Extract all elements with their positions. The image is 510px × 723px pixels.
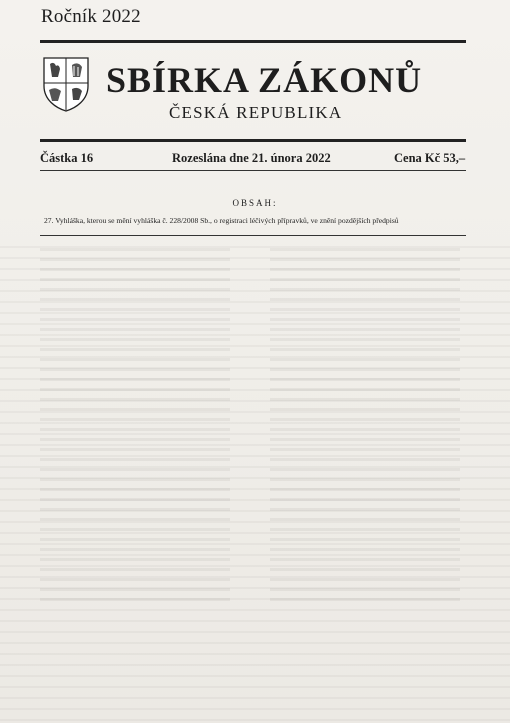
header-rule-bottom xyxy=(40,139,466,142)
volume-year: Ročník 2022 xyxy=(41,6,141,27)
contents-item: 27. Vyhláška, kterou se mění vyhláška č. 228/2008 Sb., o registraci léčivých přípravků, ve znění pozdějších předpisů xyxy=(44,216,399,225)
issue-date: Rozeslána dne 21. února 2022 xyxy=(172,151,331,165)
show-through-column-left xyxy=(40,248,230,608)
contents-heading: OBSAH: xyxy=(232,198,278,208)
issue-part: Částka 16 xyxy=(40,151,94,165)
state-coat-of-arms-icon xyxy=(42,56,90,112)
header-rule-top xyxy=(40,40,466,43)
meta-rule xyxy=(40,170,466,171)
contents-rule xyxy=(40,235,466,236)
issue-price: Cena Kč 53,– xyxy=(394,151,466,165)
gazette-title: SBÍRKA ZÁKONŮ xyxy=(106,60,423,100)
show-through-column-right xyxy=(270,248,460,608)
gazette-subtitle: ČESKÁ REPUBLIKA xyxy=(169,103,343,122)
